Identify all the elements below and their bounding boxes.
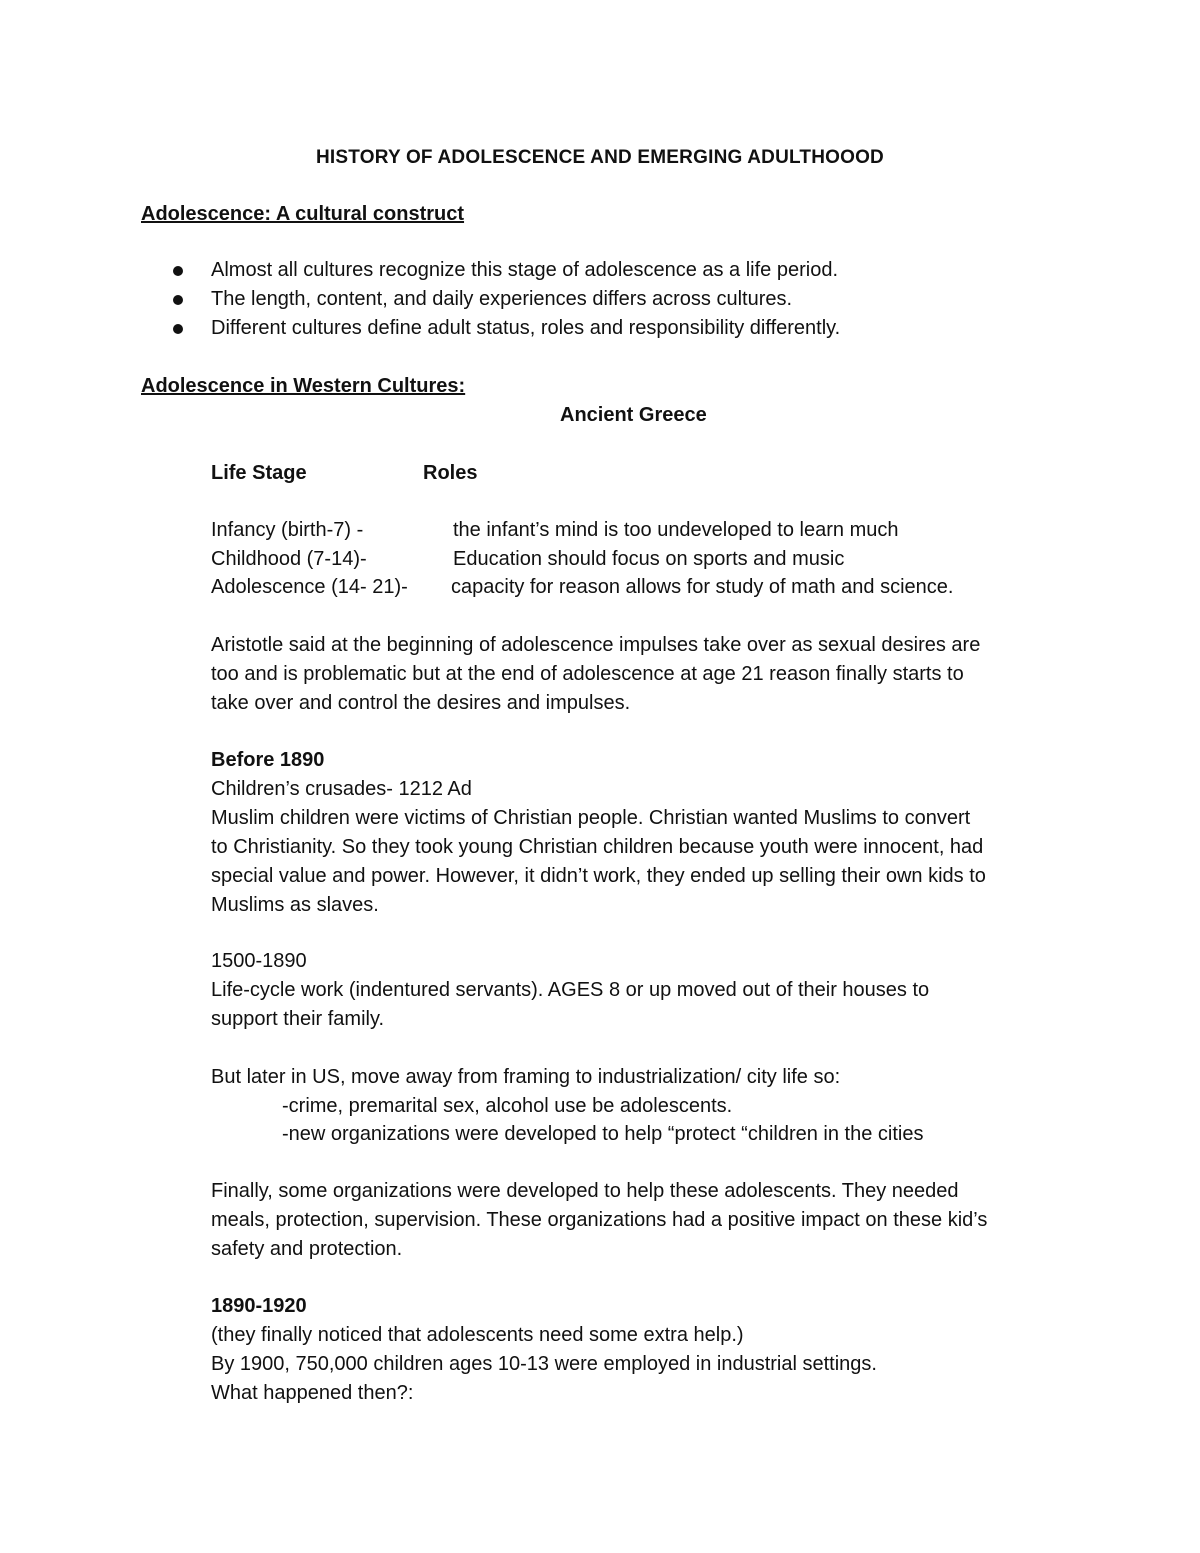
table-header-roles: Roles — [423, 462, 478, 484]
before-1890-section: Before 1890 Children’s crusades- 1212 Ad Muslim children were victims of Christian people. Christian wanted Muslims to convert to Christianity. So they took young Christian children because youth were innocent, had special value and power. However, it didn’t work, they ended up selling their own kids to Muslims as slaves. — [211, 746, 1071, 920]
finally-paragraph: Finally, some organizations were developed to help these adolescents. They needed meals, protection, supervision. These organizations had a positive impact on these kid’s safety and protection. — [211, 1180, 988, 1260]
subheading-ancient-greece: Ancient Greece — [560, 404, 707, 426]
table-row-role: the infant’s mind is too undeveloped to learn much — [453, 519, 899, 541]
period-1890-1920-section: 1890-1920 (they finally noticed that adolescents need some extra help.) By 1900, 750,000 children ages 10-13 were employed in industrial settings. What happened then?: — [211, 1292, 1071, 1408]
table-row-role: Education should focus on sports and music — [453, 548, 845, 570]
bullet-icon — [173, 324, 183, 334]
section-heading-cultural-construct: Adolescence: A cultural construct — [141, 203, 465, 225]
bullet-item: Different cultures define adult status, roles and responsibility differently. — [141, 314, 840, 343]
bullet-icon — [173, 295, 183, 305]
later-us-item: -crime, premarital sex, alcohol use be adolescents. — [282, 1095, 733, 1117]
bullet-item: The length, content, and daily experiences differs across cultures. — [141, 285, 840, 314]
section-heading-western-cultures: Adolescence in Western Cultures: — [141, 375, 466, 397]
table-row-stage: Adolescence (14- 21)- — [211, 576, 408, 598]
aristotle-paragraph: Aristotle said at the beginning of adolescence impulses take over as sexual desires are too and is problematic but at the end of adolescence at age 21 reason finally starts to take over and control the desires and impulses. — [211, 634, 981, 714]
later-us-intro: But later in US, move away from framing to industrialization/ city life so: — [211, 1066, 841, 1088]
section-heading-1890-1920: 1890-1920 — [211, 1295, 307, 1317]
bullet-list — [141, 256, 840, 343]
period-1500-1890-section: 1500-1890 Life-cycle work (indentured servants). AGES 8 or up moved out of their houses to support their family. — [211, 947, 1071, 1034]
section-heading-before-1890: Before 1890 — [211, 749, 325, 771]
table-row-role: capacity for reason allows for study of math and science. — [451, 576, 954, 598]
bullet-item: Almost all cultures recognize this stage of adolescence as a life period. — [141, 256, 840, 285]
table-row-stage: Infancy (birth-7) - — [211, 519, 364, 541]
bullet-icon — [173, 266, 183, 276]
later-us-item: -new organizations were developed to help “protect “children in the cities — [282, 1123, 924, 1145]
table-header-life-stage: Life Stage — [211, 462, 307, 484]
table-row-stage: Childhood (7-14)- — [211, 548, 367, 570]
section-heading-1500-1890: 1500-1890 — [211, 950, 307, 972]
document-title: HISTORY OF ADOLESCENCE AND EMERGING ADULTHOOOD — [316, 147, 884, 168]
